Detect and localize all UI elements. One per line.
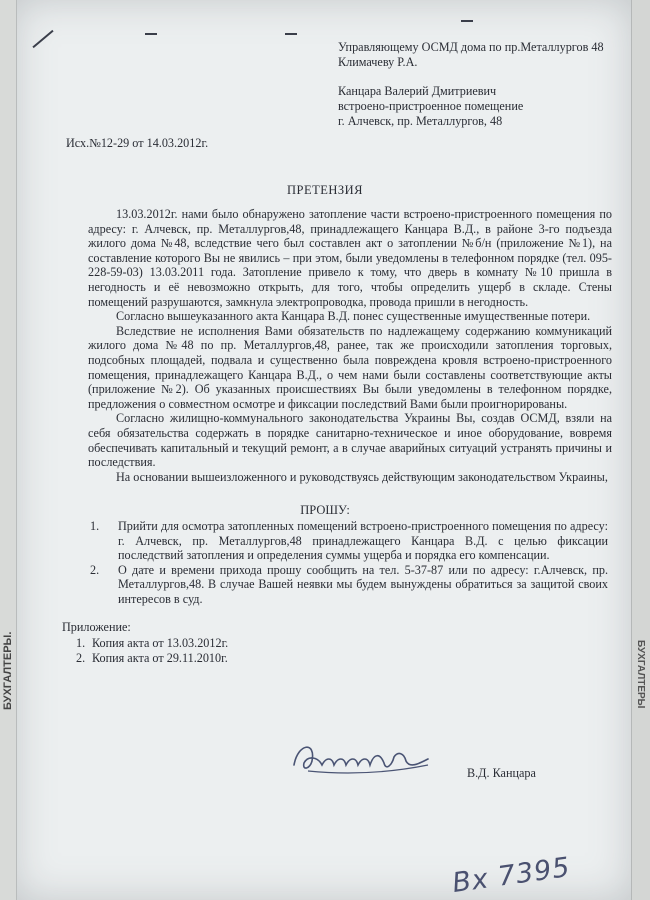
paragraph: 13.03.2012г. нами было обнаружено затопление части встроено-пристроенного помещения по адресу: г. Алчевск, пр. Металлургов,48, принадлежащего Канцара В.Д., в районе 3-го подъезда жилого дома №48, вследствие чего был составлен акт о затоплении №б/н (приложение №1), на составление которого Вы не явились – при этом, были уведомлены в телефонном порядке (тел. 095-228-59-03) 13.03.2011 года. Затопление привело к тому, что дверь в комнату №10 пришла в негодность и её невозможно открыть, для того, чтобы определить ущерб в складе. Стены помещений разрушаются, замкнула электропроводка, провода пришли в негодность.	[88, 207, 612, 309]
outgoing-ref: Исх.№12-29 от 14.03.2012г.	[66, 136, 209, 150]
list-item	[76, 651, 376, 666]
right-strip-text: БУХГАЛТЕРЫ	[635, 640, 646, 709]
signature-name: В.Д. Канцара	[467, 766, 536, 780]
document-title: ПРЕТЕНЗИЯ	[286, 183, 364, 197]
list-number: 1.	[76, 636, 86, 650]
sender-address: г. Алчевск, пр. Металлургов, 48	[338, 114, 503, 128]
addressee-line-2: Климачеву Р.А.	[338, 55, 418, 69]
left-binding-strip	[0, 0, 17, 900]
addressee-line-1: Управляющему ОСМД дома по пр.Металлургов 48	[338, 40, 604, 54]
list-text: Прийти для осмотра затопленных помещений встроено-пристроенного помещения по адресу: г. Алчевск, пр. Металлургов,48 принадлежащего Канцара В.Д. с целью фиксации последствий затопления и определения суммы ущерба и порядка его компенсации.	[118, 519, 608, 563]
handwritten-signature	[288, 735, 438, 785]
dash-mark	[285, 33, 297, 35]
paragraph: Вследствие не исполнения Вами обязательств по надлежащему содержанию коммуникаций жилого дома №48 по пр. Металлургов,48, ранее, так же происходили затопления торговых, подсобных площадей, подвала и существенно была повреждена кровля встроено-пристроенного помещения, принадлежащего Канцара В.Д., о чем нами были составлены соответствующие акты (приложение №2). Об указанных происшествиях Вы были уведомлены в телефонном порядке, предложения о совместном осмотре и фиксации последствий Вами были проигнорированы.	[88, 323, 612, 411]
request-title: ПРОШУ:	[300, 503, 350, 517]
sender-premises: встроено-пристроенное помещение	[338, 99, 524, 113]
attachments-label: Приложение:	[62, 620, 131, 634]
sender-name: Канцара Валерий Дмитриевич	[338, 84, 497, 98]
attachments-list	[76, 636, 376, 665]
dash-mark	[145, 33, 157, 35]
paragraph: Согласно жилищно-коммунального законодательства Украины Вы, создав ОСМД, взяли на себя обязательства содержать в порядке санитарно-техническое и иное оборудование, вовремя обеспечивать капитальный и текущий ремонт, а в случае аварийных ситуаций устранять причины и последствия.	[88, 411, 612, 470]
claim-body	[88, 207, 612, 484]
list-item	[76, 636, 376, 651]
list-item	[90, 519, 608, 563]
list-item	[90, 563, 608, 607]
list-number: 2.	[76, 650, 86, 665]
dash-mark	[461, 20, 473, 22]
left-strip-text: БУХГАЛТЕРЫ.	[2, 631, 14, 710]
paragraph: Согласно вышеуказанного акта Канцара В.Д. понес существенные имущественные потери.	[116, 309, 591, 324]
handwritten-incoming-note: Вх 7395	[450, 851, 573, 900]
right-binding-strip	[631, 0, 650, 900]
request-list	[90, 519, 608, 607]
paragraph: На основании вышеизложенного и руководствуясь действующим законодательством Украины,	[116, 469, 608, 484]
list-text: О дате и времени прихода прошу сообщить на тел. 5-37-87 или по адресу: г.Алчевск, пр. Металлургов,48. В случае Вашей неявки мы будем вынуждены обратиться за защитой своих интересов в суд.	[118, 562, 608, 606]
list-number: 1.	[90, 519, 100, 533]
list-number: 2.	[90, 562, 100, 577]
list-text: Копия акта от 29.11.2010г.	[92, 650, 228, 665]
list-text: Копия акта от 13.03.2012г.	[92, 636, 229, 650]
